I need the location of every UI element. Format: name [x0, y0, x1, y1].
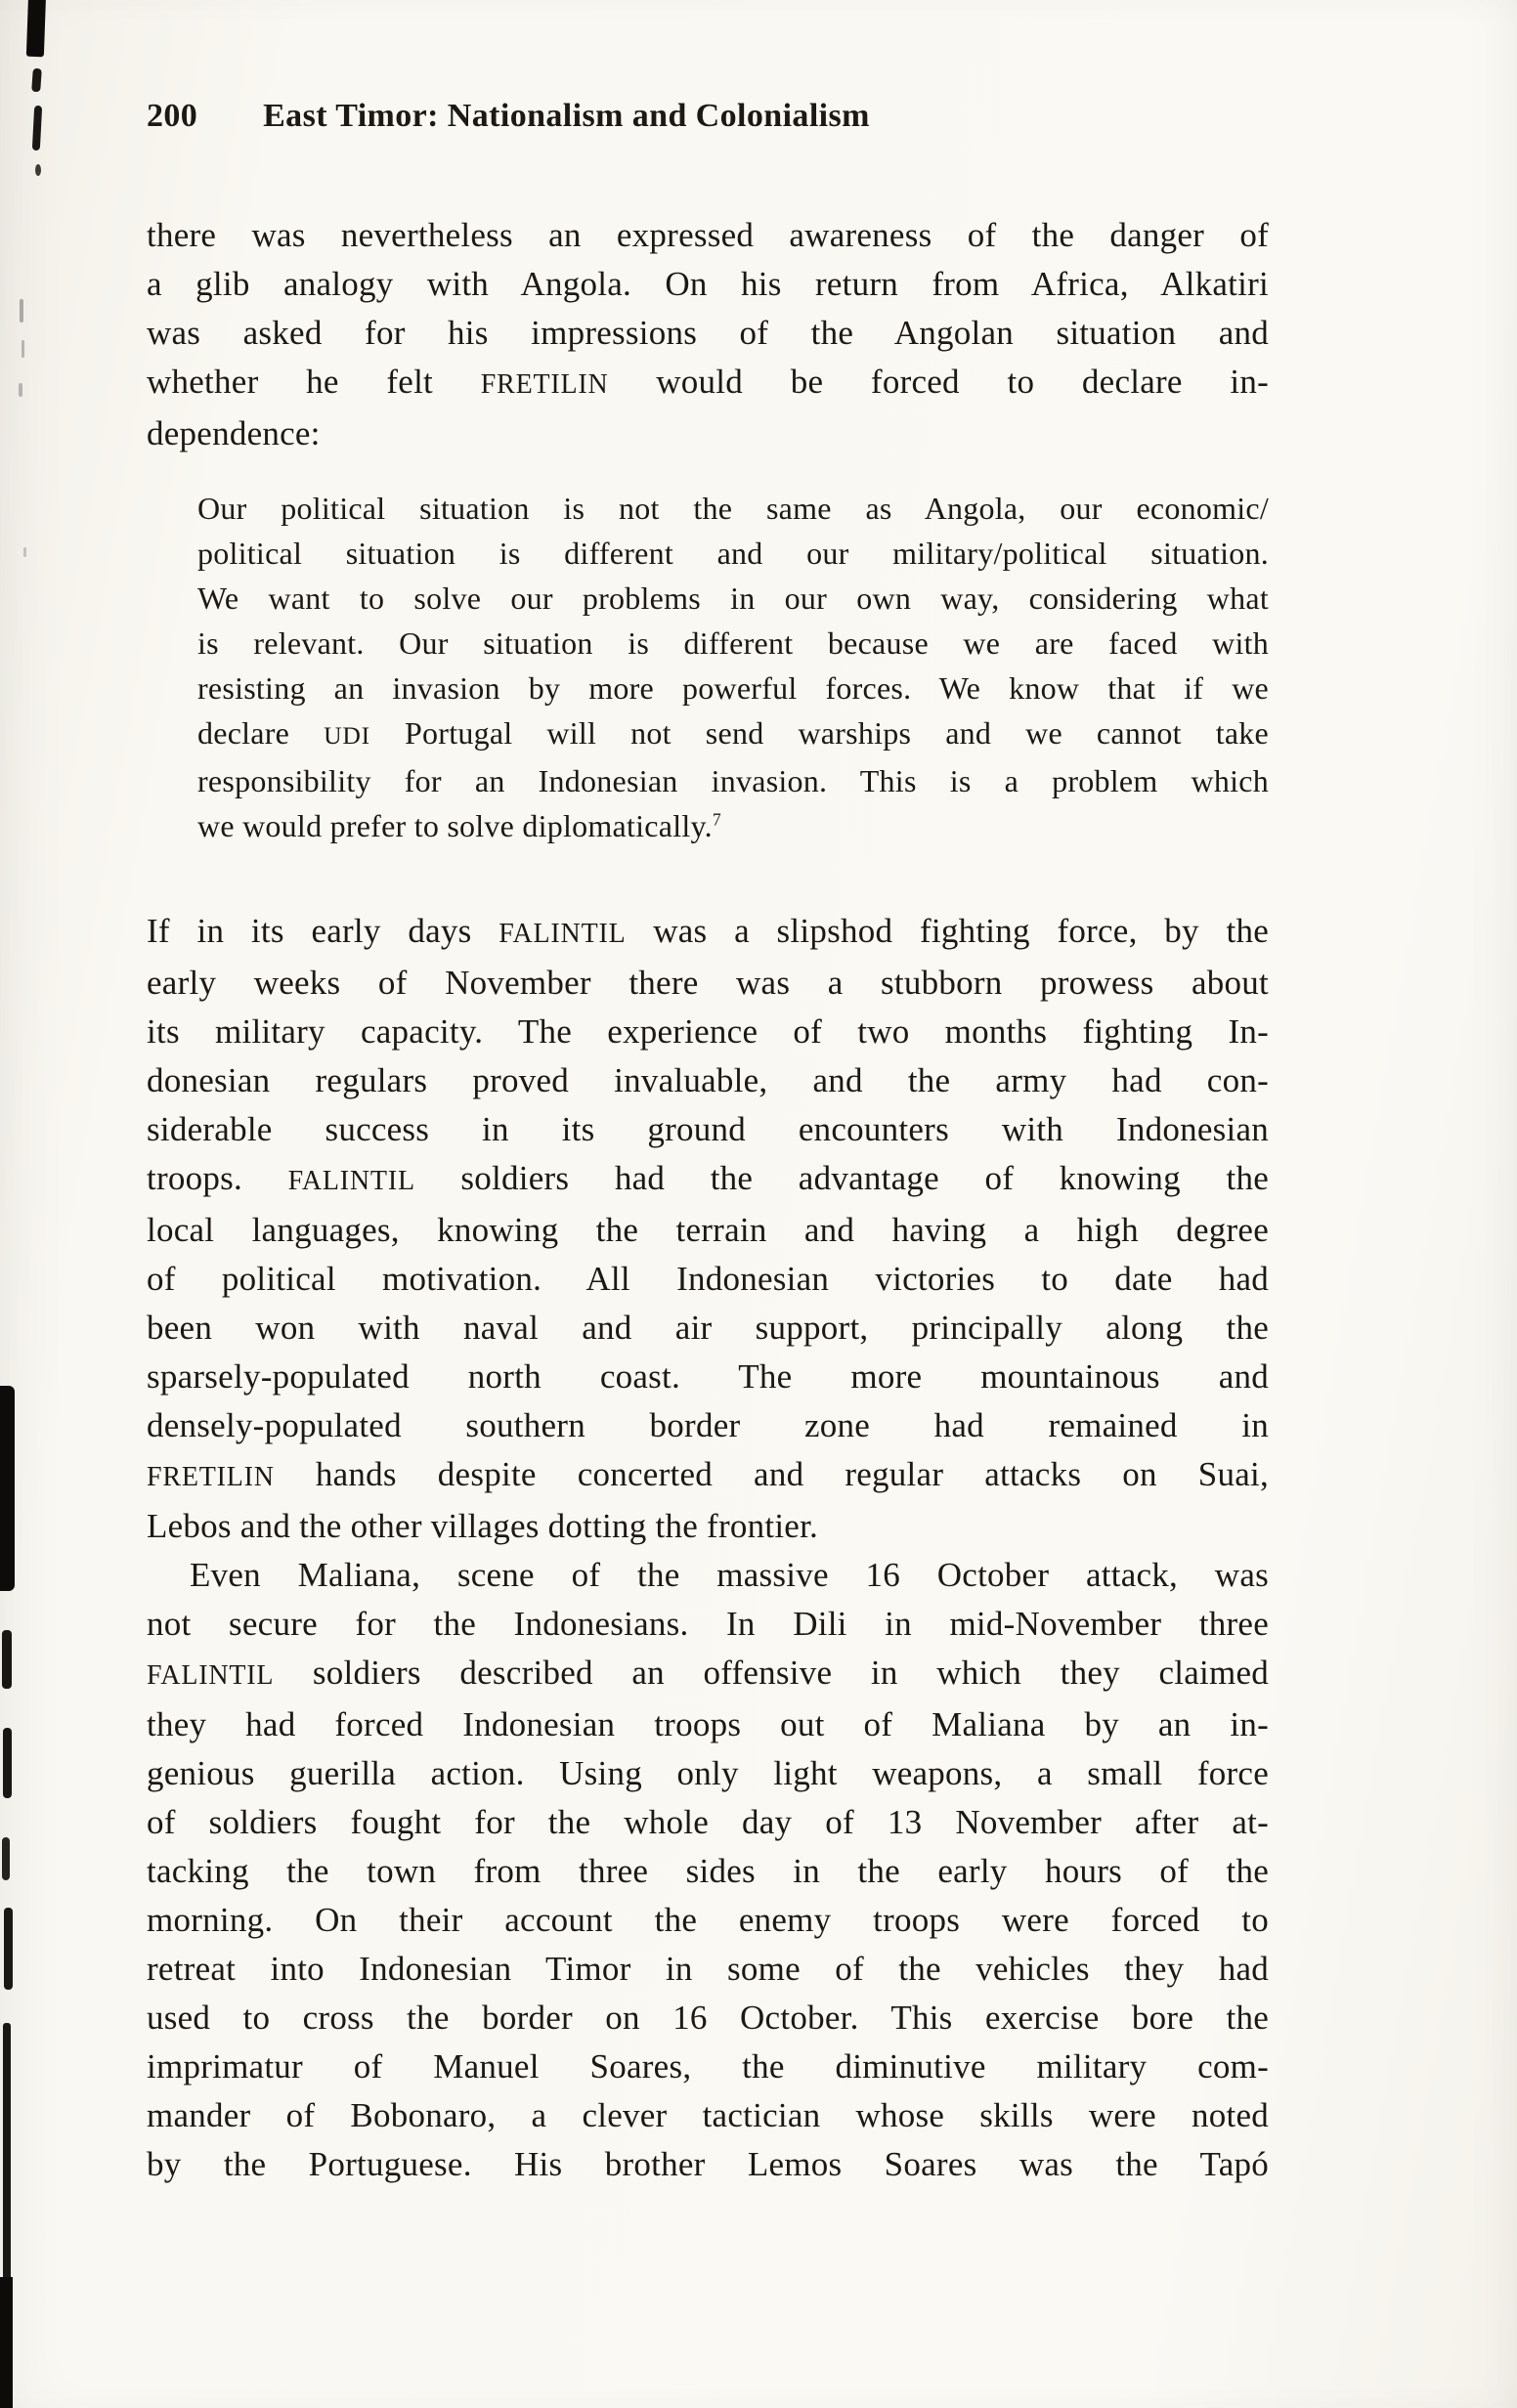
page-header [147, 98, 870, 135]
scan-mark [26, 0, 46, 57]
scan-mark [0, 2277, 13, 2408]
text-line: donesian regulars proved invaluable, and the army had con- [147, 1061, 1269, 1099]
text-line: declare UDI Portugal will not send warships and we cannot take [197, 715, 1270, 751]
text-line: imprimatur of Manuel Soares, the diminutive military com- [147, 2047, 1269, 2086]
text-line: political situation is different and our military/political situation. [197, 536, 1269, 571]
scan-mark [22, 340, 24, 358]
text-line: resisting an invasion by more powerful forces. We know that if we [197, 670, 1269, 706]
text-line: of soldiers fought for the whole day of 13 November after at- [147, 1803, 1269, 1841]
scan-mark [3, 1728, 12, 1798]
small-caps-term: FALINTIL [498, 919, 627, 949]
text-line: If in its early days FALINTIL was a slipshod fighting force, by the [147, 912, 1269, 950]
scan-mark [0, 1386, 15, 1591]
text-line: early weeks of November there was a stubborn prowess about [147, 964, 1269, 1002]
scan-mark [35, 164, 41, 176]
text-line: used to cross the border on 16 October. This exercise bore the [147, 1999, 1269, 2037]
running-title: East Timor: Nationalism and Colonialism [263, 98, 870, 134]
paragraph [147, 1551, 1269, 2189]
text-line: a glib analogy with Angola. On his return from Africa, Alkatiri [147, 265, 1269, 303]
text-line: dependence: [147, 414, 321, 452]
text-line: troops. FALINTIL soldiers had the advantage of knowing the [147, 1159, 1269, 1197]
text-line: been won with naval and air support, principally along the [147, 1309, 1269, 1347]
text-line: siderable success in its ground encounters with Indonesian [147, 1110, 1269, 1148]
scan-mark [2, 1630, 12, 1689]
text-line: Lebos and the other villages dotting the frontier. [147, 1507, 819, 1545]
page-number: 200 [147, 98, 198, 134]
small-caps-term: FALINTIL [147, 1660, 275, 1691]
scan-mark [23, 547, 26, 557]
text-line: was asked for his impressions of the Angolan situation and [147, 314, 1269, 352]
small-caps-term: FRETILIN [147, 1462, 275, 1492]
text-line: morning. On their account the enemy troops were forced to [147, 1901, 1269, 1939]
text-line: we would prefer to solve diplomatically.$^7$ [197, 808, 721, 843]
small-caps-term: UDI [324, 721, 370, 750]
text-line: local languages, knowing the terrain and having a high degree [147, 1211, 1269, 1249]
text-line: by the Portuguese. His brother Lemos Soares was the Tapó [147, 2145, 1269, 2183]
small-caps-term: FALINTIL [287, 1166, 415, 1196]
scan-mark [31, 68, 42, 93]
block-quote [147, 486, 1269, 848]
text-line: genious guerilla action. Using only light weapons, a small force [147, 1754, 1269, 1792]
text-line: sparsely-populated north coast. The more mountainous and [147, 1357, 1269, 1396]
scan-mark [19, 383, 22, 397]
text-line: Even Maliana, scene of the massive 16 October attack, was [190, 1556, 1269, 1594]
text-line: FRETILIN hands despite concerted and regular attacks on Suai, [147, 1455, 1269, 1493]
text-line: of political motivation. All Indonesian victories to date had [147, 1260, 1269, 1298]
text-line: densely-populated southern border zone had remained in [147, 1406, 1269, 1444]
text-line: mander of Bobonaro, a clever tactician whose skills were noted [147, 2096, 1269, 2134]
text-line: retreat into Indonesian Timor in some of the vehicles they had [147, 1950, 1269, 1988]
text-line: not secure for the Indonesians. In Dili in mid-November three [147, 1605, 1269, 1643]
text-line: We want to solve our problems in our own way, considering what [197, 580, 1269, 616]
text-line: FALINTIL soldiers described an offensive in which they claimed [147, 1654, 1269, 1692]
text-line: responsibility for an Indonesian invasion. This is a problem which [197, 763, 1269, 798]
text-line: whether he felt FRETILIN would be forced to declare in- [147, 363, 1269, 401]
text-line: there was nevertheless an expressed awareness of the danger of [147, 216, 1269, 254]
text-line: tacking the town from three sides in the early hours of the [147, 1852, 1269, 1890]
footnote-marker: 7 [712, 809, 721, 830]
text-block [147, 211, 1269, 2189]
text-line: they had forced Indonesian troops out of Maliana by an in- [147, 1705, 1269, 1743]
paragraph [147, 907, 1269, 1551]
paragraph [147, 211, 1269, 458]
text-line: Our political situation is not the same as Angola, our economic/ [197, 491, 1269, 526]
text-line: is relevant. Our situation is different because we are faced with [197, 625, 1269, 661]
scan-mark [32, 106, 42, 150]
scan-mark [2, 1837, 10, 1880]
small-caps-term: FRETILIN [480, 369, 609, 400]
scan-mark [4, 1908, 13, 1990]
text-line: its military capacity. The experience of two months fighting In- [147, 1012, 1269, 1051]
scan-mark [20, 299, 23, 322]
